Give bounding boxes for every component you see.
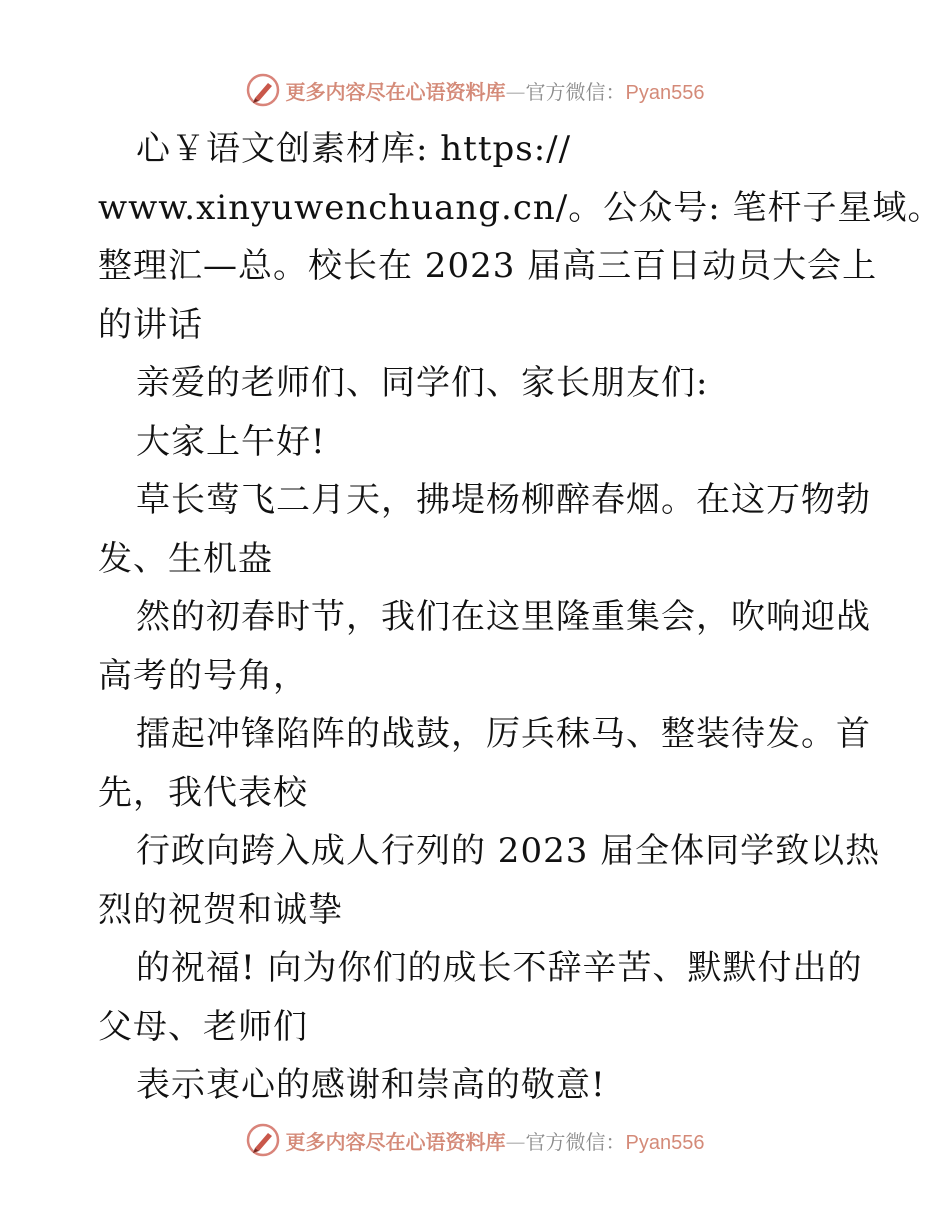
header-watermark (0, 68, 950, 112)
text-line: 草长莺飞二月天，拂堤杨柳醉春烟。在这万物勃 (136, 480, 871, 520)
watermark-wechat-label: 官方微信： (525, 1129, 626, 1154)
text-line: 发、生机盎 (98, 538, 273, 579)
watermark-main: 更多内容尽在心语资料库 (285, 79, 506, 104)
text-line: 的讲话 (98, 304, 203, 345)
text-line: 表示衷心的感谢和崇高的敬意! (136, 1065, 606, 1105)
text-line: 先，我代表校 (98, 772, 308, 813)
watermark-dash: — (505, 79, 526, 104)
text-line: 父母、老师们 (98, 1006, 308, 1047)
watermark-text (286, 1126, 705, 1155)
text-line: 烈的祝贺和诚挚 (98, 889, 343, 930)
watermark-text (286, 76, 705, 105)
text-line: 擂起冲锋陷阵的战鼓，厉兵秣马、整装待发。首 (136, 714, 871, 754)
watermark-main: 更多内容尽在心语资料库 (285, 1129, 506, 1154)
text-line: 整理汇—总。校长在 2023 届高三百日动员大会上 (98, 246, 878, 286)
watermark-wechat-label: 官方微信： (525, 79, 626, 104)
text-line: www.xinyuwenchuang.cn/。公众号: 笔杆子星域。 (98, 187, 943, 228)
watermark-wechat-id: Pyan556 (625, 81, 705, 104)
footer-watermark (0, 1118, 950, 1162)
watermark-dash: — (505, 1129, 526, 1154)
text-line: 高考的号角， (98, 655, 308, 696)
text-line: 然的初春时节，我们在这里隆重集会，吹响迎战 (136, 597, 871, 637)
text-line: 心￥语文创素材库: https:// (136, 129, 572, 169)
text-line: 大家上午好! (136, 421, 326, 462)
text-line: 的祝福! 向为你们的成长不辞辛苦、默默付出的 (136, 948, 863, 988)
document-body (98, 120, 943, 1115)
text-line: 亲爱的老师们、同学们、家长朋友们: (136, 363, 709, 403)
pen-logo-icon (246, 73, 280, 107)
pen-logo-icon (246, 1123, 280, 1157)
text-line: 行政向跨入成人行列的 2023 届全体同学致以热 (136, 831, 881, 871)
watermark-wechat-id: Pyan556 (625, 1131, 705, 1154)
